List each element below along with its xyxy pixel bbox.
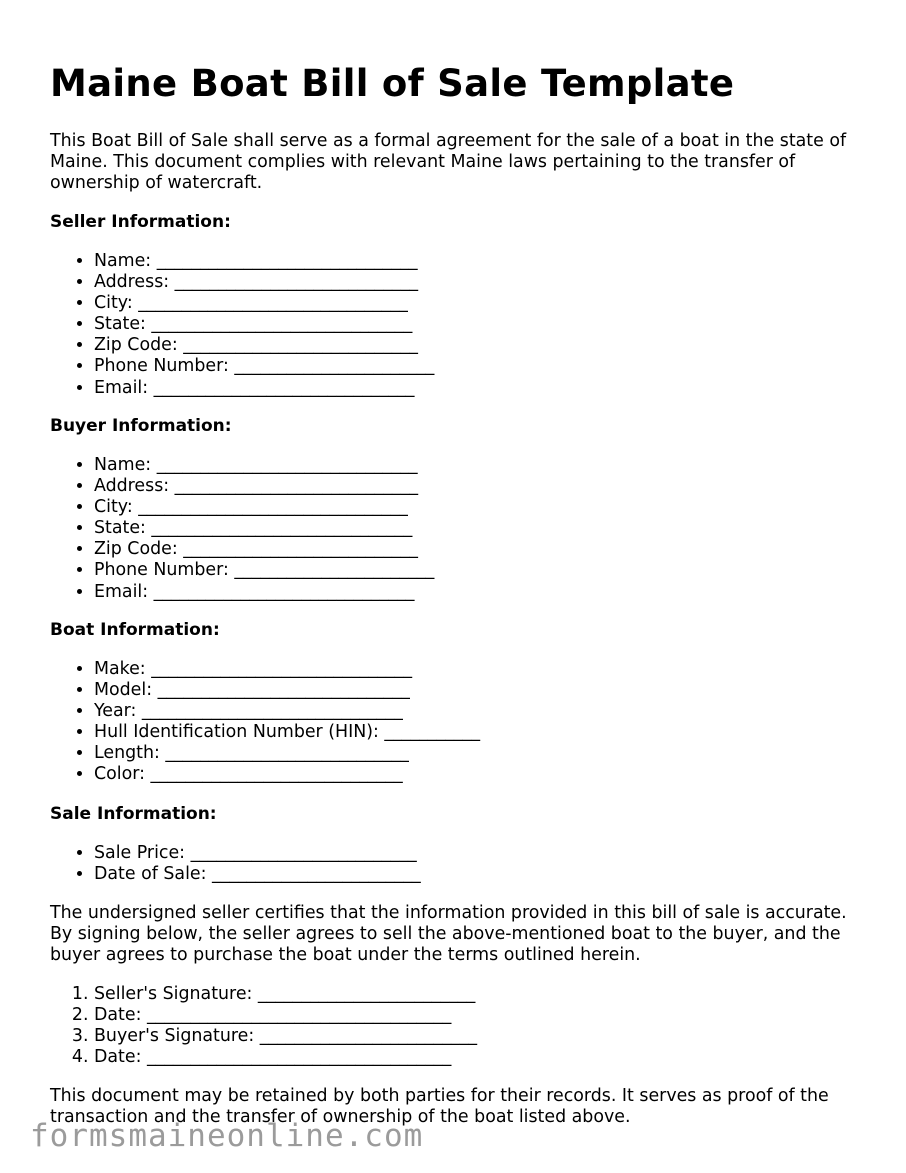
seller-phone-field: • Phone Number: _______________________ xyxy=(94,356,434,377)
seller-address-field: • Address: ____________________________ xyxy=(94,272,434,293)
sale-date-field: • Date of Sale: ________________________ xyxy=(94,864,421,885)
sale-heading: Sale Information: xyxy=(50,804,217,824)
seller-name-field: • Name: ______________________________ xyxy=(94,251,434,272)
boat-year-field: • Year: ______________________________ xyxy=(94,701,480,722)
seller-date-field: 2. Date: ___________________________________ xyxy=(94,1005,477,1026)
boat-field-list xyxy=(50,659,480,786)
boat-color-field: • Color: _____________________________ xyxy=(94,764,480,785)
seller-heading: Seller Information: xyxy=(50,212,231,232)
boat-model-field: • Model: _____________________________ xyxy=(94,680,480,701)
seller-state-field: • State: ______________________________ xyxy=(94,314,434,335)
seller-email-field: • Email: ______________________________ xyxy=(94,378,434,399)
buyer-name-field: • Name: ______________________________ xyxy=(94,455,434,476)
seller-signature-field: 1. Seller's Signature: _________________________ xyxy=(94,984,477,1005)
buyer-phone-field: • Phone Number: _______________________ xyxy=(94,560,434,581)
site-watermark: formsmaineonline.com xyxy=(30,1118,424,1154)
closing-paragraph: This document may be retained by both parties for their records. It serves as proof of the transaction and the transfer of ownership of the boat listed above. xyxy=(50,1086,829,1127)
seller-city-field: • City: _______________________________ xyxy=(94,293,434,314)
boat-make-field: • Make: ______________________________ xyxy=(94,659,480,680)
page-title: Maine Boat Bill of Sale Template xyxy=(50,62,735,105)
signature-list xyxy=(50,984,477,1068)
buyer-email-field: • Email: ______________________________ xyxy=(94,582,434,603)
buyer-zip-field: • Zip Code: ___________________________ xyxy=(94,539,434,560)
intro-paragraph: This Boat Bill of Sale shall serve as a formal agreement for the sale of a boat in the state of Maine. This document complies with relevant Maine laws pertaining to the transfer of ownership of watercraft. xyxy=(50,131,847,193)
certification-paragraph: The undersigned seller certifies that the information provided in this bill of sale is accurate. By signing below, the seller agrees to sell the above-mentioned boat to the buyer, and the buyer agrees to purchase the boat under the terms outlined herein. xyxy=(50,903,847,965)
boat-length-field: • Length: ____________________________ xyxy=(94,743,480,764)
buyer-field-list xyxy=(50,455,434,603)
buyer-city-field: • City: _______________________________ xyxy=(94,497,434,518)
buyer-date-field: 4. Date: ___________________________________ xyxy=(94,1047,477,1068)
seller-zip-field: • Zip Code: ___________________________ xyxy=(94,335,434,356)
boat-hin-field: • Hull Identification Number (HIN): ___________ xyxy=(94,722,480,743)
sale-price-field: • Sale Price: __________________________ xyxy=(94,843,421,864)
buyer-address-field: • Address: ____________________________ xyxy=(94,476,434,497)
seller-field-list xyxy=(50,251,434,399)
buyer-heading: Buyer Information: xyxy=(50,416,232,436)
boat-heading: Boat Information: xyxy=(50,620,220,640)
buyer-signature-field: 3. Buyer's Signature: _________________________ xyxy=(94,1026,477,1047)
sale-field-list xyxy=(50,843,421,885)
buyer-state-field: • State: ______________________________ xyxy=(94,518,434,539)
